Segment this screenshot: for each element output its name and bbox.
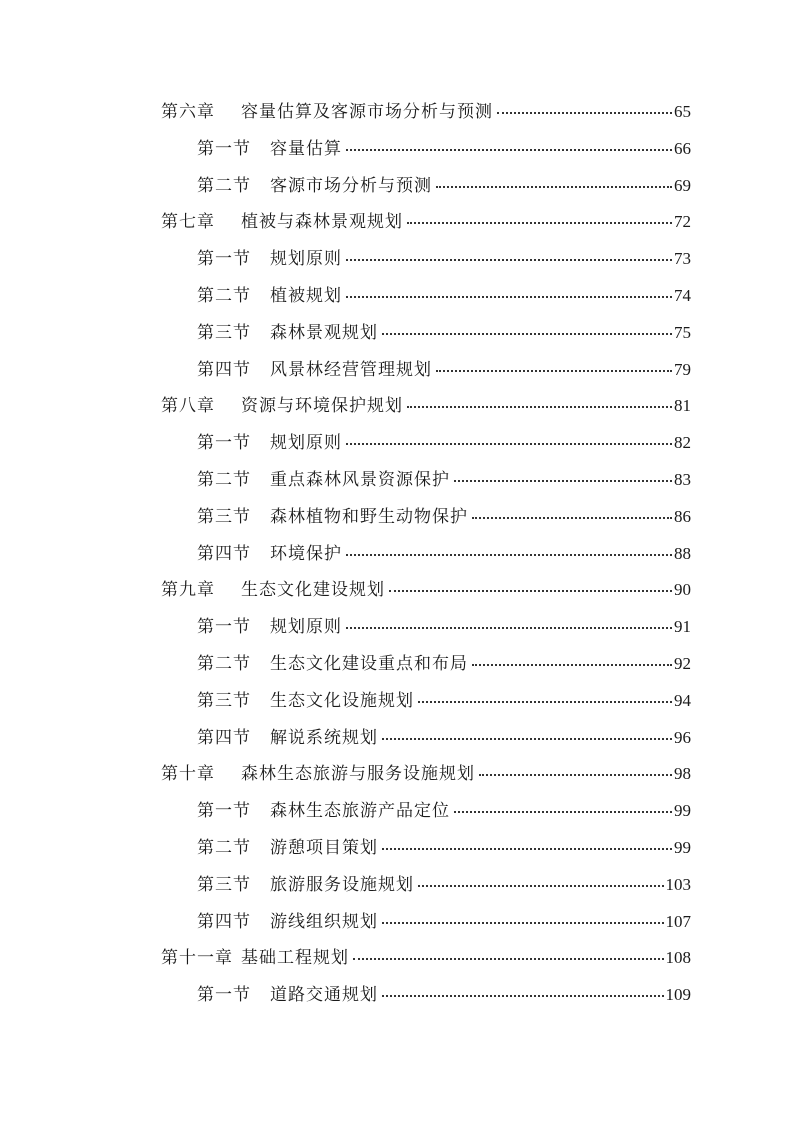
toc-dot-leader	[497, 111, 672, 114]
toc-dot-leader	[418, 884, 664, 887]
toc-entry-title: 基础工程规划	[241, 948, 349, 969]
toc-entry-page-number: 96	[674, 727, 691, 747]
toc-entry-title: 植被规划	[270, 285, 342, 306]
toc-dot-leader	[382, 921, 664, 924]
toc-entry-number: 第四节	[197, 727, 251, 748]
toc-entry-page-number: 94	[674, 690, 691, 710]
toc-chapter-entry[interactable]	[0, 936, 793, 973]
toc-dot-leader	[418, 700, 672, 703]
toc-entry-page-number: 83	[674, 469, 691, 489]
toc-entry-number: 第八章	[161, 396, 215, 417]
toc-entry-number: 第三节	[197, 506, 251, 527]
toc-entry-title: 游憩项目策划	[270, 837, 378, 858]
toc-entry-page-number: 82	[674, 433, 691, 453]
toc-entry-number: 第一节	[197, 433, 251, 454]
toc-entry-page-number: 91	[674, 617, 691, 637]
toc-entry-page-number: 74	[674, 285, 691, 305]
toc-entry-number: 第四节	[197, 543, 251, 564]
toc-section-entry[interactable]	[0, 826, 793, 863]
toc-section-entry[interactable]	[0, 789, 793, 826]
toc-entry-page-number: 99	[674, 801, 691, 821]
toc-section-entry[interactable]	[0, 532, 793, 569]
toc-entry-page-number: 92	[674, 653, 691, 673]
toc-dot-leader	[472, 516, 672, 519]
toc-dot-leader	[436, 369, 672, 372]
toc-entry-page-number: 79	[674, 359, 691, 379]
toc-entry-title: 生态文化设施规划	[270, 690, 414, 711]
toc-dot-leader	[382, 737, 672, 740]
toc-section-entry[interactable]	[0, 900, 793, 937]
toc-entry-title: 规划原则	[270, 249, 342, 270]
toc-entry-title: 规划原则	[270, 617, 342, 638]
toc-dot-leader	[346, 148, 672, 151]
toc-section-entry[interactable]	[0, 127, 793, 164]
toc-section-entry[interactable]	[0, 495, 793, 532]
toc-dot-leader	[479, 773, 672, 776]
toc-chapter-entry[interactable]	[0, 90, 793, 127]
toc-entry-title: 游线组织规划	[270, 911, 378, 932]
toc-section-entry[interactable]	[0, 642, 793, 679]
toc-entry-number: 第一节	[197, 801, 251, 822]
toc-dot-leader	[472, 663, 672, 666]
toc-entry-page-number: 98	[674, 764, 691, 784]
toc-chapter-entry[interactable]	[0, 384, 793, 421]
toc-dot-leader	[382, 847, 672, 850]
toc-entry-number: 第十一章	[161, 948, 233, 969]
toc-dot-leader	[346, 442, 672, 445]
toc-chapter-entry[interactable]	[0, 200, 793, 237]
toc-entry-title: 重点森林风景资源保护	[270, 469, 450, 490]
toc-entry-title: 旅游服务设施规划	[270, 874, 414, 895]
toc-entry-number: 第三节	[197, 690, 251, 711]
toc-entry-title: 植被与森林景观规划	[241, 212, 403, 233]
toc-entry-number: 第一节	[197, 985, 251, 1006]
toc-dot-leader	[346, 295, 672, 298]
toc-entry-page-number: 99	[674, 837, 691, 857]
toc-entry-number: 第一节	[197, 249, 251, 270]
toc-entry-page-number: 81	[674, 396, 691, 416]
table-of-contents	[0, 90, 793, 1010]
toc-entry-page-number: 86	[674, 506, 691, 526]
toc-entry-title: 生态文化建设重点和布局	[270, 653, 468, 674]
toc-entry-number: 第二节	[197, 653, 251, 674]
toc-section-entry[interactable]	[0, 605, 793, 642]
toc-entry-page-number: 65	[674, 102, 691, 121]
toc-entry-title: 森林生态旅游产品定位	[270, 801, 450, 822]
toc-section-entry[interactable]	[0, 679, 793, 716]
toc-dot-leader	[346, 553, 672, 556]
toc-entry-title: 环境保护	[270, 543, 342, 564]
toc-entry-number: 第四节	[197, 359, 251, 380]
toc-section-entry[interactable]	[0, 716, 793, 753]
toc-entry-number: 第一节	[197, 617, 251, 638]
toc-dot-leader	[346, 258, 672, 261]
toc-entry-title: 解说系统规划	[270, 727, 378, 748]
toc-entry-title: 森林生态旅游与服务设施规划	[241, 764, 475, 785]
toc-entry-title: 道路交通规划	[270, 985, 378, 1006]
toc-entry-title: 森林植物和野生动物保护	[270, 506, 468, 527]
toc-entry-page-number: 90	[674, 580, 691, 600]
toc-dot-leader	[382, 994, 664, 997]
toc-entry-page-number: 103	[665, 874, 691, 894]
toc-entry-number: 第六章	[161, 102, 215, 122]
toc-entry-page-number: 69	[674, 175, 691, 195]
toc-section-entry[interactable]	[0, 973, 793, 1010]
toc-dot-leader	[407, 405, 672, 408]
toc-entry-number: 第二节	[197, 837, 251, 858]
toc-section-entry[interactable]	[0, 348, 793, 385]
toc-entry-number: 第九章	[161, 580, 215, 601]
toc-section-entry[interactable]	[0, 164, 793, 201]
toc-dot-leader	[407, 221, 672, 224]
toc-entry-number: 第二节	[197, 285, 251, 306]
toc-dot-leader	[436, 185, 672, 188]
toc-section-entry[interactable]	[0, 458, 793, 495]
toc-section-entry[interactable]	[0, 311, 793, 348]
toc-entry-title: 资源与环境保护规划	[241, 396, 403, 417]
toc-entry-page-number: 73	[674, 249, 691, 269]
toc-entry-number: 第二节	[197, 469, 251, 490]
toc-entry-number: 第三节	[197, 874, 251, 895]
toc-entry-number: 第二节	[197, 175, 251, 196]
toc-entry-number: 第七章	[161, 212, 215, 233]
toc-dot-leader	[346, 626, 672, 629]
toc-dot-leader	[454, 810, 672, 813]
toc-entry-title: 客源市场分析与预测	[270, 175, 432, 196]
toc-dot-leader	[382, 332, 672, 335]
toc-chapter-entry[interactable]	[0, 752, 793, 789]
toc-entry-page-number: 107	[665, 911, 691, 931]
toc-dot-leader	[353, 957, 664, 960]
toc-dot-leader	[454, 479, 672, 482]
toc-entry-title: 风景林经营管理规划	[270, 359, 432, 380]
toc-section-entry[interactable]	[0, 421, 793, 458]
toc-entry-number: 第四节	[197, 911, 251, 932]
toc-entry-title: 生态文化建设规划	[241, 580, 385, 601]
toc-entry-title: 规划原则	[270, 433, 342, 454]
toc-section-entry[interactable]	[0, 863, 793, 900]
toc-entry-page-number: 66	[674, 138, 691, 158]
toc-entry-page-number: 72	[674, 212, 691, 232]
toc-entry-number: 第三节	[197, 322, 251, 343]
toc-chapter-entry[interactable]	[0, 568, 793, 605]
toc-entry-title: 容量估算及客源市场分析与预测	[241, 102, 493, 122]
toc-entry-title: 森林景观规划	[270, 322, 378, 343]
toc-entry-page-number: 108	[665, 948, 691, 968]
toc-entry-number: 第一节	[197, 138, 251, 159]
toc-dot-leader	[389, 589, 672, 592]
toc-section-entry[interactable]	[0, 237, 793, 274]
toc-entry-number: 第十章	[161, 764, 215, 785]
toc-entry-page-number: 88	[674, 543, 691, 563]
toc-entry-page-number: 75	[674, 322, 691, 342]
toc-entry-title: 容量估算	[270, 138, 342, 159]
toc-entry-page-number: 109	[665, 985, 691, 1005]
toc-section-entry[interactable]	[0, 274, 793, 311]
